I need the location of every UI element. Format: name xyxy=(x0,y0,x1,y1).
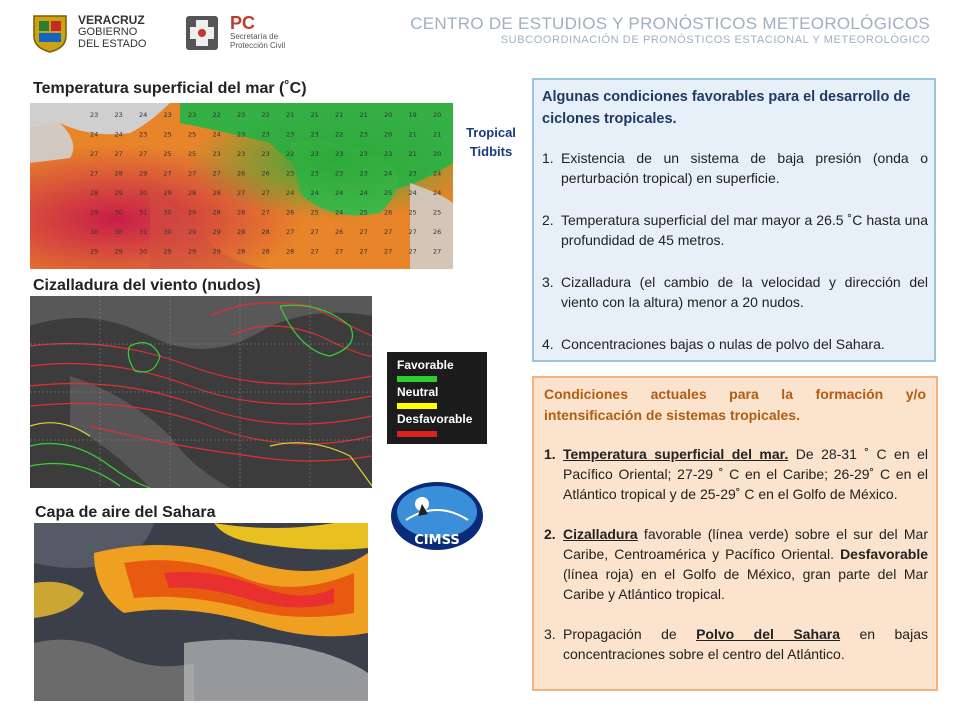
box1-item-text: Cizalladura (el cambio de la velocidad y dirección del viento con la altura) menor a 20 nudos. xyxy=(561,274,928,310)
gov-line1: VERACRUZ xyxy=(78,13,145,27)
sst-value-label: 29 xyxy=(212,247,221,256)
box2-item-sahara xyxy=(544,624,928,664)
box1-item xyxy=(542,334,928,354)
sst-value-label: 27 xyxy=(139,150,148,158)
gov-line2: GOBIERNO xyxy=(78,26,138,38)
shear-title: Cizalladura del viento (nudos) xyxy=(33,277,261,294)
sst-value-label: 21 xyxy=(335,111,344,119)
sst-value-label: 23 xyxy=(359,169,368,178)
sst-value-label: 24 xyxy=(335,189,344,197)
sst-value-label: 27 xyxy=(261,208,270,217)
sst-value-label: 28 xyxy=(237,228,246,236)
sahara-map xyxy=(34,523,368,701)
sst-value-label: 27 xyxy=(188,169,197,178)
sst-value-label: 27 xyxy=(261,189,270,197)
box2-list xyxy=(544,444,928,664)
sst-value-label: 28 xyxy=(90,189,99,197)
sst-value-label: 29 xyxy=(114,247,123,256)
sst-value-label: 23 xyxy=(188,111,197,119)
box1-item-num: 1. xyxy=(542,150,554,166)
sst-value-label: 21 xyxy=(433,130,442,139)
box1-list xyxy=(542,148,928,354)
legend-desfavorable-label: Desfavorable xyxy=(397,412,473,426)
sst-value-label: 31 xyxy=(139,228,148,236)
pc-abbr: PC xyxy=(230,13,256,33)
sst-value-label: 27 xyxy=(286,228,295,236)
pc-line2: Protección Civil xyxy=(230,41,286,50)
sst-value-label: 29 xyxy=(90,208,99,217)
sst-value-label: 28 xyxy=(237,247,246,256)
sst-value-label: 30 xyxy=(90,228,99,236)
gov-line3: DEL ESTADO xyxy=(78,38,147,50)
sst-value-label: 25 xyxy=(384,189,393,197)
box2-item-text: Propagación de xyxy=(563,626,697,642)
sst-value-label: 22 xyxy=(335,130,344,139)
sst-value-label: 23 xyxy=(384,150,393,158)
box2-item-head: Polvo del Sahara xyxy=(696,626,841,642)
sst-value-label: 23 xyxy=(114,111,123,119)
sst-value-label: 27 xyxy=(359,247,368,256)
sst-value-label: 23 xyxy=(359,150,368,158)
sst-value-label: 26 xyxy=(433,228,442,236)
sst-value-label: 25 xyxy=(433,208,442,217)
sst-value-label: 24 xyxy=(114,130,123,139)
sst-value-label: 24 xyxy=(90,130,99,139)
sst-value-label: 27 xyxy=(335,247,344,256)
sst-value-label: 27 xyxy=(408,247,417,256)
sst-value-label: 23 xyxy=(335,150,344,158)
sst-value-label: 23 xyxy=(163,111,172,119)
sst-value-label: 28 xyxy=(188,189,197,197)
sst-value-label: 22 xyxy=(212,111,221,119)
sst-value-label: 27 xyxy=(212,169,221,178)
sst-value-label: 26 xyxy=(335,228,344,236)
sst-value-label: 28 xyxy=(261,247,270,256)
sst-value-label: 25 xyxy=(163,130,172,139)
box2-item-num: 3. xyxy=(544,626,556,642)
sst-value-label: 28 xyxy=(212,208,221,217)
sst-value-label: 22 xyxy=(286,150,295,158)
sst-value-label: 31 xyxy=(139,208,148,217)
sst-value-label: 27 xyxy=(310,247,319,256)
pc-line1: Secretaría de xyxy=(230,32,279,41)
sst-value-label: 27 xyxy=(90,169,99,178)
box1-item xyxy=(542,148,928,188)
sst-value-label: 28 xyxy=(114,169,123,178)
sst-value-label: 24 xyxy=(433,169,442,178)
pc-logo-text xyxy=(230,14,285,50)
box2-item-shear xyxy=(544,524,928,604)
sst-value-label: 29 xyxy=(188,208,197,217)
sst-value-label: 20 xyxy=(433,111,442,119)
box1-item-num: 4. xyxy=(542,336,554,352)
sst-value-label: 23 xyxy=(237,130,246,139)
sst-value-label: 23 xyxy=(310,150,319,158)
box2-item-head: Temperatura superficial del mar. xyxy=(563,446,789,462)
sst-value-label: 24 xyxy=(139,111,148,119)
sst-value-label: 27 xyxy=(310,228,319,236)
cimss-logo-icon xyxy=(388,480,486,552)
cimss-label: CIMSS xyxy=(414,533,460,548)
box2-item-num: 1. xyxy=(544,446,556,462)
sst-value-label: 22 xyxy=(261,111,270,119)
legend-neutral-swatch xyxy=(397,403,437,409)
sst-value-label: 21 xyxy=(286,111,295,119)
sst-value-label: 23 xyxy=(335,169,344,178)
favorable-conditions-box xyxy=(532,78,936,362)
sst-value-label: 25 xyxy=(408,208,417,217)
sst-value-label: 23 xyxy=(261,130,270,139)
header-title: CENTRO DE ESTUDIOS Y PRONÓSTICOS METEOROLÓGICOS xyxy=(410,14,930,33)
sst-value-label: 27 xyxy=(359,228,368,236)
sst-value-label: 29 xyxy=(163,247,172,256)
sst-value-label: 23 xyxy=(286,169,295,178)
sst-value-label: 23 xyxy=(237,111,246,119)
box1-item-num: 3. xyxy=(542,274,554,290)
sst-value-label: 20 xyxy=(384,130,393,139)
sst-value-label: 27 xyxy=(90,150,99,158)
sahara-title: Capa de aire del Sahara xyxy=(35,504,216,521)
sst-value-label: 24 xyxy=(408,189,417,197)
sst-value-label: 29 xyxy=(139,169,148,178)
box1-item-text: Concentraciones bajas o nulas de polvo del Sahara. xyxy=(561,336,885,352)
sst-value-label: 21 xyxy=(359,111,368,119)
sst-value-label: 29 xyxy=(114,189,123,197)
box2-item-num: 2. xyxy=(544,526,556,542)
sst-value-label: 29 xyxy=(90,247,99,256)
sst-value-label: 30 xyxy=(114,208,123,217)
sst-value-label: 28 xyxy=(261,228,270,236)
box2-title: Condiciones actuales para la formación y/o intensificación de sistemas tropicales. xyxy=(544,386,926,423)
box2-item-sst xyxy=(544,444,928,504)
sst-value-label: 25 xyxy=(188,150,197,158)
sst-value-label: 24 xyxy=(286,189,295,197)
sst-title: Temperatura superficial del mar (˚C) xyxy=(33,80,307,97)
proteccion-civil-emblem-icon xyxy=(182,12,222,54)
sst-map xyxy=(30,103,453,269)
box2-item-text: (línea roja) en el Golfo de México, gran parte del Mar Caribe y Atlántico tropical. xyxy=(563,566,928,602)
sst-value-label: 25 xyxy=(310,208,319,217)
sst-value-label: 25 xyxy=(163,150,172,158)
sst-value-label: 27 xyxy=(237,189,246,197)
sst-value-label: 21 xyxy=(408,150,417,158)
legend-neutral-label: Neutral xyxy=(397,385,439,399)
sst-value-label: 21 xyxy=(310,111,319,119)
box2-item-text: De 28-31 ˚ C en el Pacífico Oriental; 27-29 ˚ C en el Caribe; 26-29˚ C en el Atlántico tropical y de 25-29˚ C en el Golfo de México. xyxy=(563,446,928,502)
box2-item-bold: Desfavorable xyxy=(840,546,928,562)
sst-value-label: 30 xyxy=(139,189,148,197)
sst-value-label: 23 xyxy=(139,130,148,139)
tidbits-line1: Tropical xyxy=(466,125,516,140)
legend-favorable-label: Favorable xyxy=(397,358,454,372)
sst-value-label: 24 xyxy=(359,189,368,197)
sst-value-label: 25 xyxy=(188,130,197,139)
box1-item xyxy=(542,210,928,250)
box1-title: Algunas condiciones favorables para el desarrollo de ciclones tropicales. xyxy=(542,89,911,127)
header-subtitle: SUBCOORDINACIÓN DE PRONÓSTICOS ESTACIONAL Y METEOROLÓGICO xyxy=(500,34,930,46)
sst-value-label: 24 xyxy=(433,189,442,197)
current-conditions-box xyxy=(532,376,938,691)
sst-value-label: 28 xyxy=(212,189,221,197)
sst-value-label: 29 xyxy=(163,189,172,197)
sst-value-label: 23 xyxy=(310,130,319,139)
sst-value-label: 27 xyxy=(163,169,172,178)
sst-value-label: 23 xyxy=(286,130,295,139)
sst-value-label: 23 xyxy=(90,111,99,119)
sst-value-label: 19 xyxy=(408,111,417,119)
sst-value-label: 29 xyxy=(212,228,221,236)
sst-value-label: 27 xyxy=(114,150,123,158)
sst-value-label: 26 xyxy=(237,169,246,178)
sst-value-label: 24 xyxy=(212,130,221,139)
sst-value-label: 26 xyxy=(384,208,393,217)
sst-value-label: 30 xyxy=(163,208,172,217)
sst-value-label: 21 xyxy=(408,130,417,139)
sst-value-label: 24 xyxy=(310,189,319,197)
sst-value-label: 30 xyxy=(139,247,148,256)
sst-value-label: 27 xyxy=(408,228,417,236)
tropical-tidbits-logo xyxy=(456,123,526,161)
shear-map xyxy=(30,296,372,488)
sst-value-label: 20 xyxy=(384,111,393,119)
box1-item-text: Temperatura superficial del mar mayor a 26.5 ˚C hasta una profundidad de 45 metros. xyxy=(561,212,928,248)
sst-value-label: 30 xyxy=(114,228,123,236)
sst-value-label: 23 xyxy=(237,150,246,158)
sst-value-label: 23 xyxy=(408,169,417,178)
box2-item-text: favorable (línea verde) sobre el sur del Mar Caribe, Centroamérica y Pacífico Oriental. xyxy=(563,526,928,562)
sst-value-label: 27 xyxy=(433,247,442,256)
box1-item-num: 2. xyxy=(542,212,554,228)
sst-value-label: 30 xyxy=(163,228,172,236)
box1-item-text: Existencia de un sistema de baja presión (onda o perturbación tropical) en superficie. xyxy=(561,150,928,186)
sst-value-label: 27 xyxy=(384,228,393,236)
sst-value-label: 28 xyxy=(237,208,246,217)
sst-value-label: 20 xyxy=(433,150,442,158)
veracruz-shield-icon xyxy=(30,12,70,54)
sst-value-label: 23 xyxy=(261,150,270,158)
tidbits-line2: Tidbits xyxy=(469,144,513,159)
sst-value-label: 23 xyxy=(359,130,368,139)
gov-logo-text xyxy=(78,14,146,50)
sst-value-label: 28 xyxy=(286,247,295,256)
sst-value-label: 29 xyxy=(188,228,197,236)
box2-item-head: Cizalladura xyxy=(563,526,638,542)
sst-value-label: 27 xyxy=(384,247,393,256)
sst-value-label: 25 xyxy=(359,208,368,217)
shear-legend xyxy=(387,352,487,444)
legend-desfavorable-swatch xyxy=(397,431,437,437)
sst-value-label: 26 xyxy=(286,208,295,217)
legend-favorable-swatch xyxy=(397,376,437,382)
box1-item xyxy=(542,272,928,312)
sst-value-label: 29 xyxy=(188,247,197,256)
sst-value-label: 24 xyxy=(335,208,344,217)
sst-value-label: 23 xyxy=(310,169,319,178)
box2-item-text: en bajas concentraciones sobre el centro del Atlántico. xyxy=(563,626,928,662)
sst-value-label: 23 xyxy=(212,150,221,158)
sst-value-label: 24 xyxy=(384,169,393,178)
sst-value-label: 26 xyxy=(261,169,270,178)
